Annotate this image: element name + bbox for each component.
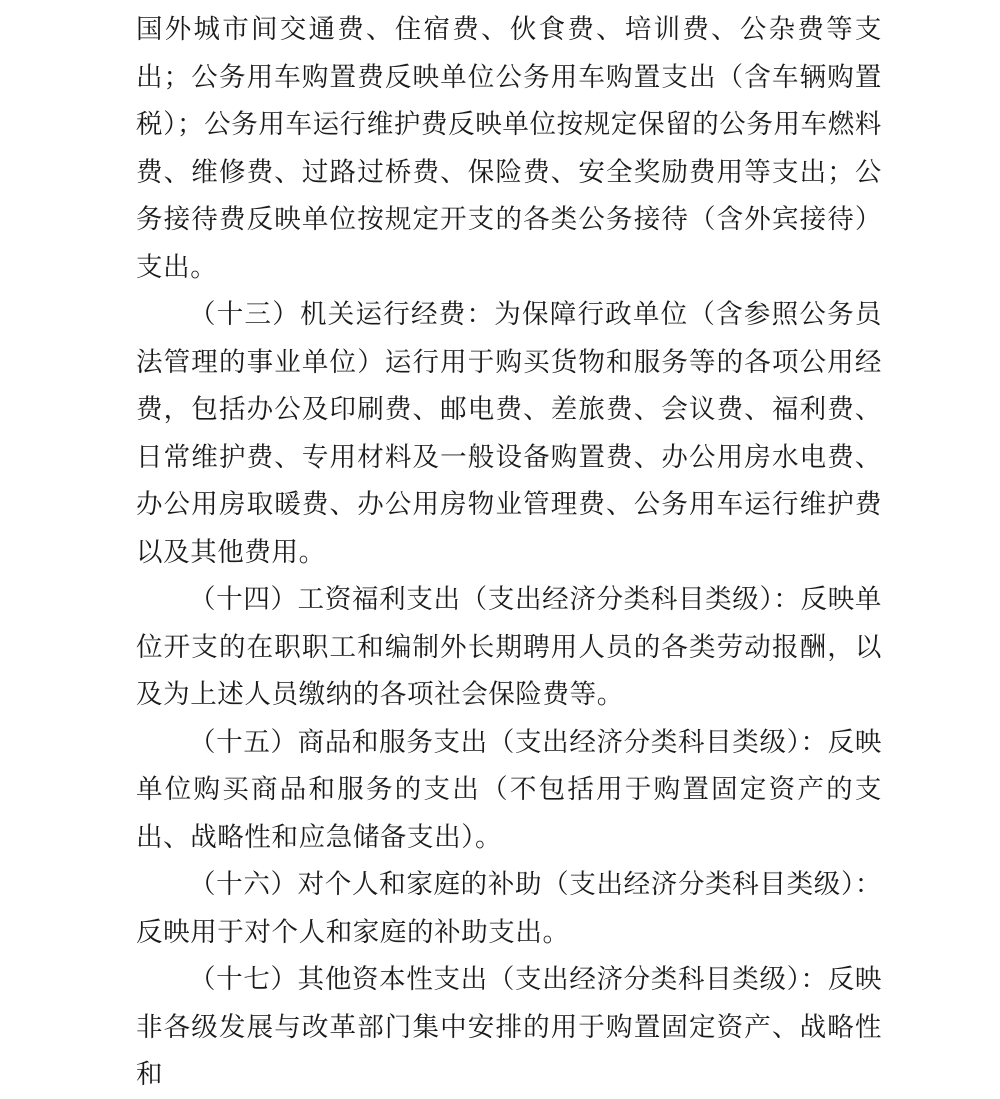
paragraph-item-15: （十五）商品和服务支出（支出经济分类科目类级）：反映单位购买商品和服务的支出（不包括用于购置固定资产的支出、战略性和应急储备支出）。 [136, 726, 882, 853]
paragraph-item-14: （十四）工资福利支出（支出经济分类科目类级）：反映单位开支的在职职工和编制外长期聘用人员的各类劳动报酬，以及为上述人员缴纳的各项社会保险费等。 [136, 584, 882, 710]
paragraph-item-16: （十六）对个人和家庭的补助（支出经济分类科目类级）：反映用于对个人和家庭的补助支出。 [136, 869, 882, 948]
paragraph-continued: 国外城市间交通费、住宿费、伙食费、培训费、公杂费等支出；公务用车购置费反映单位公务用车购置支出（含车辆购置税）；公务用车运行维护费反映单位按规定保留的公务用车燃料费、维修费、过路过桥费、保险费、安全奖励费用等支出；公务接待费反映单位按规定开支的各类公务接待（含外宾接待）支出。 [136, 14, 882, 283]
paragraph-item-17: （十七）其他资本性支出（支出经济分类科目类级）：反映非各级发展与改革部门集中安排的用于购置固定资产、战略性和 [136, 964, 882, 1090]
paragraph-item-13: （十三）机关运行经费：为保障行政单位（含参照公务员法管理的事业单位）运行用于购买货物和服务等的各项公用经费，包括办公及印刷费、邮电费、差旅费、会议费、福利费、日常维护费、专用材料及一般设备购置费、办公用房水电费、办公用房取暖费、办公用房物业管理费、公务用车运行维护费以及其他费用。 [136, 299, 882, 568]
